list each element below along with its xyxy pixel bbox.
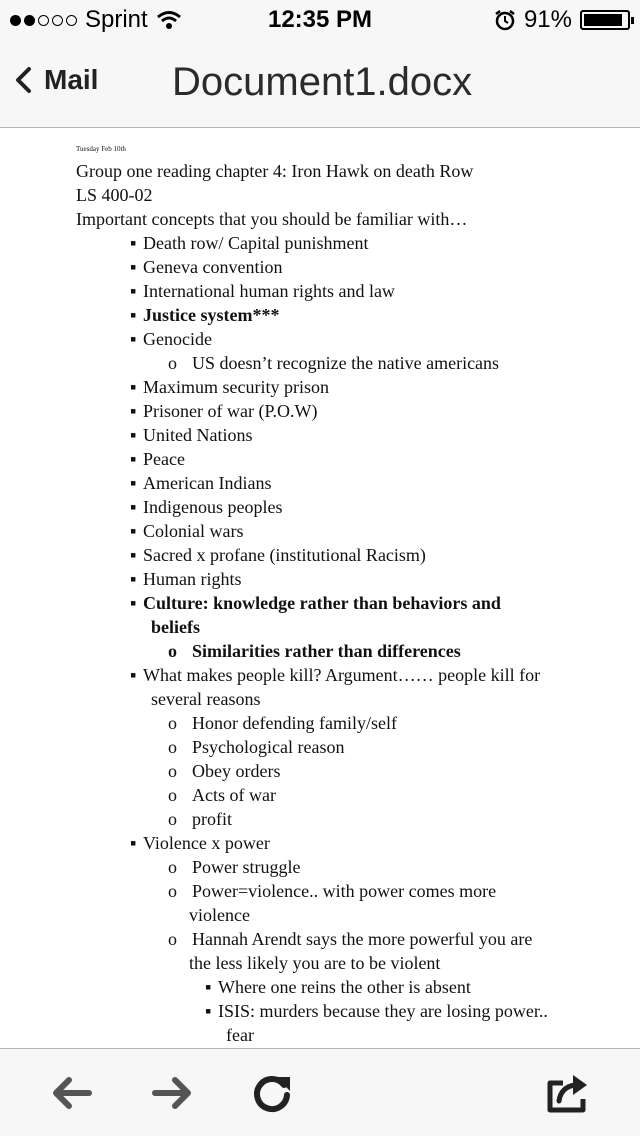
document-line — [130, 232, 368, 254]
battery-percent: 91% — [523, 6, 572, 33]
document-line — [130, 400, 317, 422]
document-line — [168, 736, 344, 758]
line-text: Justice system*** — [143, 305, 280, 325]
clock: 12:35 PM — [267, 6, 373, 33]
reload-icon — [250, 1071, 294, 1115]
line-text: Where one reins the other is absent — [218, 977, 471, 997]
hollow-bullet-icon: o — [168, 761, 177, 781]
chevron-left-icon — [14, 66, 32, 94]
square-bullet-icon: ▪ — [130, 329, 137, 349]
document-line — [168, 712, 397, 734]
document-line — [151, 616, 200, 638]
document-line — [130, 832, 270, 854]
alarm-clock-icon — [494, 9, 516, 31]
square-bullet-icon: ▪ — [130, 425, 137, 445]
document-line — [189, 952, 440, 974]
document-line — [130, 544, 426, 566]
line-text: Similarities rather than differences — [192, 641, 461, 661]
line-text: Indigenous peoples — [143, 497, 283, 517]
hollow-bullet-icon: o — [168, 737, 177, 757]
square-bullet-icon: ▪ — [130, 401, 137, 421]
document-line — [226, 1024, 254, 1046]
status-bar — [0, 0, 640, 40]
line-text: What makes people kill? Argument…… people kill for — [143, 665, 541, 685]
line-text: Culture: knowledge rather than behaviors and — [143, 593, 501, 613]
square-bullet-icon: ▪ — [130, 473, 137, 493]
arrow-left-icon — [51, 1073, 93, 1113]
line-text: Death row/ Capital punishment — [143, 233, 369, 253]
document-line — [130, 328, 212, 350]
line-text: Psychological reason — [192, 737, 345, 757]
document-date: Tuesday Feb 10th — [76, 145, 126, 153]
document-line — [168, 880, 496, 902]
document-line — [76, 160, 473, 182]
document-line — [76, 184, 153, 206]
square-bullet-icon: ▪ — [205, 1001, 212, 1021]
hollow-bullet-icon: o — [168, 929, 177, 949]
carrier-name: Sprint — [85, 6, 148, 33]
line-text: Acts of war — [192, 785, 276, 805]
line-text: profit — [192, 809, 232, 829]
line-text: ISIS: murders because they are losing power.. — [218, 1001, 548, 1021]
line-text: Hannah Arendt says the more powerful you are — [192, 929, 533, 949]
document-line — [130, 496, 282, 518]
navigation-bar — [0, 40, 640, 128]
document-line — [168, 856, 300, 878]
document-line — [168, 784, 276, 806]
document-line — [168, 928, 532, 950]
share-icon — [545, 1071, 591, 1115]
square-bullet-icon: ▪ — [130, 377, 137, 397]
back-button[interactable] — [50, 1071, 94, 1115]
line-text: American Indians — [143, 473, 272, 493]
hollow-bullet-icon: o — [168, 809, 177, 829]
line-text: Geneva convention — [143, 257, 283, 277]
document-line — [168, 352, 499, 374]
line-text: International human rights and law — [143, 281, 395, 301]
line-text: Sacred x profane (institutional Racism) — [143, 545, 426, 565]
line-text: Obey orders — [192, 761, 281, 781]
line-text: Honor defending family/self — [192, 713, 397, 733]
document-line — [189, 904, 250, 926]
square-bullet-icon: ▪ — [130, 449, 137, 469]
line-text: the less likely you are to be violent — [189, 953, 441, 973]
hollow-bullet-icon: o — [168, 881, 177, 901]
document-line — [130, 304, 279, 326]
hollow-bullet-icon: o — [168, 713, 177, 733]
battery-icon — [580, 10, 630, 30]
bottom-toolbar — [0, 1048, 640, 1136]
line-text: Genocide — [143, 329, 212, 349]
line-text: several reasons — [151, 689, 261, 709]
share-button[interactable] — [546, 1071, 590, 1115]
line-text: Group one reading chapter 4: Iron Hawk on death Row — [76, 161, 474, 181]
line-text: Power struggle — [192, 857, 301, 877]
document-line — [130, 568, 242, 590]
hollow-bullet-icon: o — [168, 641, 177, 661]
square-bullet-icon: ▪ — [130, 257, 137, 277]
hollow-bullet-icon: o — [168, 353, 177, 373]
document-line — [130, 520, 244, 542]
document-line — [130, 424, 253, 446]
square-bullet-icon: ▪ — [130, 545, 137, 565]
line-text: Peace — [143, 449, 185, 469]
document-line — [205, 1000, 548, 1022]
square-bullet-icon: ▪ — [130, 281, 137, 301]
line-text: Human rights — [143, 569, 242, 589]
status-right — [494, 6, 630, 34]
square-bullet-icon: ▪ — [130, 521, 137, 541]
line-text: beliefs — [151, 617, 200, 637]
square-bullet-icon: ▪ — [130, 497, 137, 517]
hollow-bullet-icon: o — [168, 785, 177, 805]
line-text: Important concepts that you should be familiar with… — [76, 209, 468, 229]
document-line — [168, 760, 280, 782]
line-text: fear — [226, 1025, 254, 1045]
line-text: Violence x power — [143, 833, 270, 853]
back-to-mail-button[interactable] — [14, 64, 98, 96]
line-text: US doesn’t recognize the native americans — [192, 353, 500, 373]
document-line — [130, 664, 540, 686]
forward-button[interactable] — [150, 1071, 194, 1115]
document-line — [168, 640, 461, 662]
line-text: Prisoner of war (P.O.W) — [143, 401, 318, 421]
line-text: Colonial wars — [143, 521, 244, 541]
document-line — [130, 280, 395, 302]
square-bullet-icon: ▪ — [130, 569, 137, 589]
document-line — [76, 208, 467, 230]
arrow-right-icon — [151, 1073, 193, 1113]
document-line — [130, 592, 501, 614]
document-line — [151, 688, 260, 710]
square-bullet-icon: ▪ — [130, 833, 137, 853]
hollow-bullet-icon: o — [168, 857, 177, 877]
line-text: LS 400-02 — [76, 185, 153, 205]
document-line — [130, 448, 185, 470]
square-bullet-icon: ▪ — [130, 593, 137, 613]
document-line — [130, 256, 282, 278]
square-bullet-icon: ▪ — [130, 233, 137, 253]
line-text: Power=violence.. with power comes more — [192, 881, 497, 901]
line-text: Maximum security prison — [143, 377, 329, 397]
square-bullet-icon: ▪ — [130, 665, 137, 685]
document-title: Document1.docx — [172, 60, 473, 104]
document-line — [168, 808, 232, 830]
document-line — [130, 472, 271, 494]
line-text: United Nations — [143, 425, 253, 445]
line-text: violence — [189, 905, 250, 925]
document-line — [205, 976, 471, 998]
square-bullet-icon: ▪ — [130, 305, 137, 325]
back-button-label: Mail — [44, 64, 99, 95]
document-line — [130, 376, 329, 398]
square-bullet-icon: ▪ — [205, 977, 212, 997]
reload-button[interactable] — [250, 1071, 294, 1115]
document-viewer[interactable] — [0, 128, 640, 1048]
